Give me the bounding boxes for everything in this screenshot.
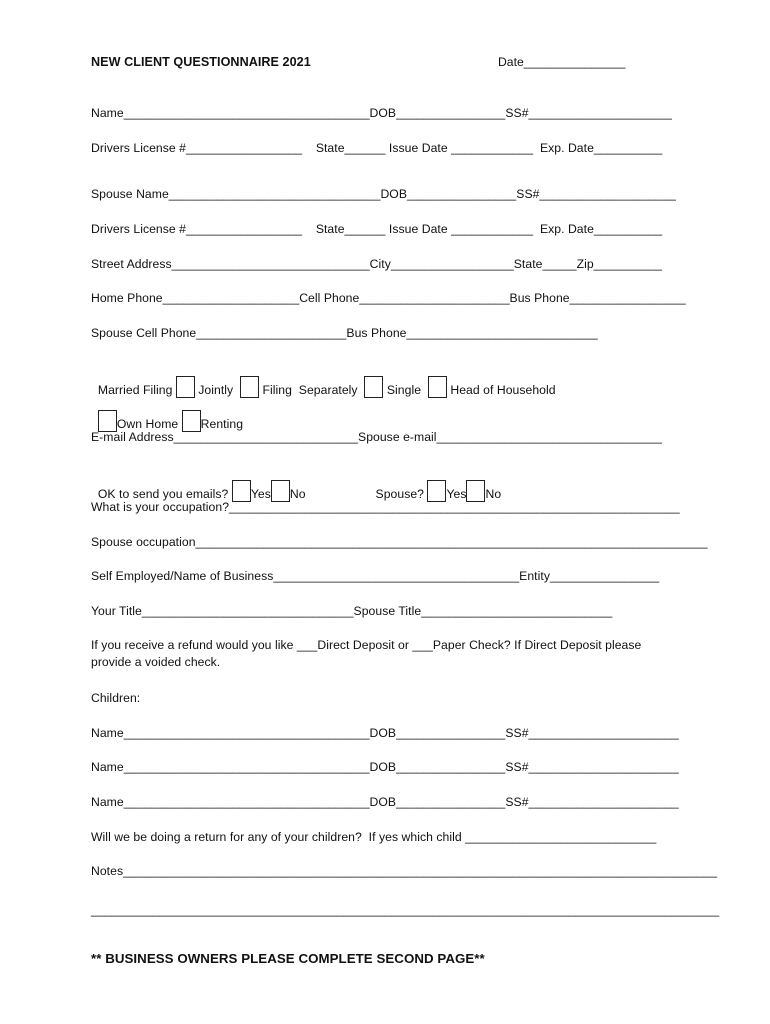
business-owner-footer: ** BUSINESS OWNERS PLEASE COMPLETE SECOND PAGE** xyxy=(91,951,485,966)
email-no-label: No xyxy=(289,487,306,501)
email-yes-label: Yes xyxy=(250,487,271,501)
head-of-household-label: Head of Household xyxy=(446,383,556,397)
separately-label: Filing Separately xyxy=(259,383,361,397)
child-1-line[interactable]: Name____________________________________DOB________________SS#______________________ xyxy=(91,726,679,740)
self-employed-line[interactable]: Self Employed/Name of Business____________________________________Entity________________ xyxy=(91,569,660,583)
street-address-line[interactable]: Street Address_____________________________City__________________State_____Zip__________ xyxy=(91,257,662,271)
filing-status-row xyxy=(91,360,690,398)
spouse-occupation-line[interactable]: Spouse occupation___________________________________________________________________________ xyxy=(91,535,708,549)
date-field[interactable]: Date_______________ xyxy=(498,55,626,69)
form-title: NEW CLIENT QUESTIONNAIRE 2021 xyxy=(91,55,311,69)
spouse-cell-line[interactable]: Spouse Cell Phone______________________Bus Phone____________________________ xyxy=(91,326,598,340)
spouse-no-label: No xyxy=(485,487,502,501)
child-return-question[interactable]: Will we be doing a return for any of your children? If yes which child ____________________________ xyxy=(91,830,657,844)
name-line[interactable]: Name____________________________________DOB________________SS#_____________________ xyxy=(91,106,672,120)
phone-line[interactable]: Home Phone____________________Cell Phone______________________Bus Phone_________________ xyxy=(91,291,686,305)
notes-line-2[interactable]: ____________________________________________________________________________________________ xyxy=(91,903,720,917)
children-heading: Children: xyxy=(91,691,141,705)
email-line[interactable]: E-mail Address___________________________Spouse e-mail_________________________________ xyxy=(91,430,662,444)
own-home-label: Own Home xyxy=(116,417,182,431)
child-3-line[interactable]: Name____________________________________DOB________________SS#______________________ xyxy=(91,795,679,809)
title-line[interactable]: Your Title_______________________________Spouse Title____________________________ xyxy=(91,604,613,618)
home-status-row xyxy=(91,394,690,432)
jointly-label: Jointly xyxy=(194,383,237,397)
refund-question: If you receive a refund would you like ___Direct Deposit or ___Paper Check? If Direct Deposit please provide a voided check. xyxy=(91,638,642,669)
email-consent-row xyxy=(91,464,690,502)
notes-line[interactable]: Notes_______________________________________________________________________________________ xyxy=(91,864,718,878)
ok-email-label: OK to send you emails? xyxy=(97,487,232,501)
spouse-yes-label: Yes xyxy=(446,487,467,501)
occupation-line[interactable]: What is your occupation?__________________________________________________________________ xyxy=(91,500,680,514)
drivers-license-line[interactable]: Drivers License #_________________ State______ Issue Date ____________ Exp. Date__________ xyxy=(91,141,663,155)
spouse-email-label: Spouse? xyxy=(375,487,428,501)
spouse-drivers-license-line[interactable]: Drivers License #_________________ State______ Issue Date ____________ Exp. Date__________ xyxy=(91,222,663,236)
married-filing-label: Married Filing xyxy=(97,383,176,397)
child-2-line[interactable]: Name____________________________________DOB________________SS#______________________ xyxy=(91,760,679,774)
single-label: Single xyxy=(383,383,425,397)
spouse-name-line[interactable]: Spouse Name_______________________________DOB________________SS#____________________ xyxy=(91,187,677,201)
renting-label: Renting xyxy=(200,417,244,431)
